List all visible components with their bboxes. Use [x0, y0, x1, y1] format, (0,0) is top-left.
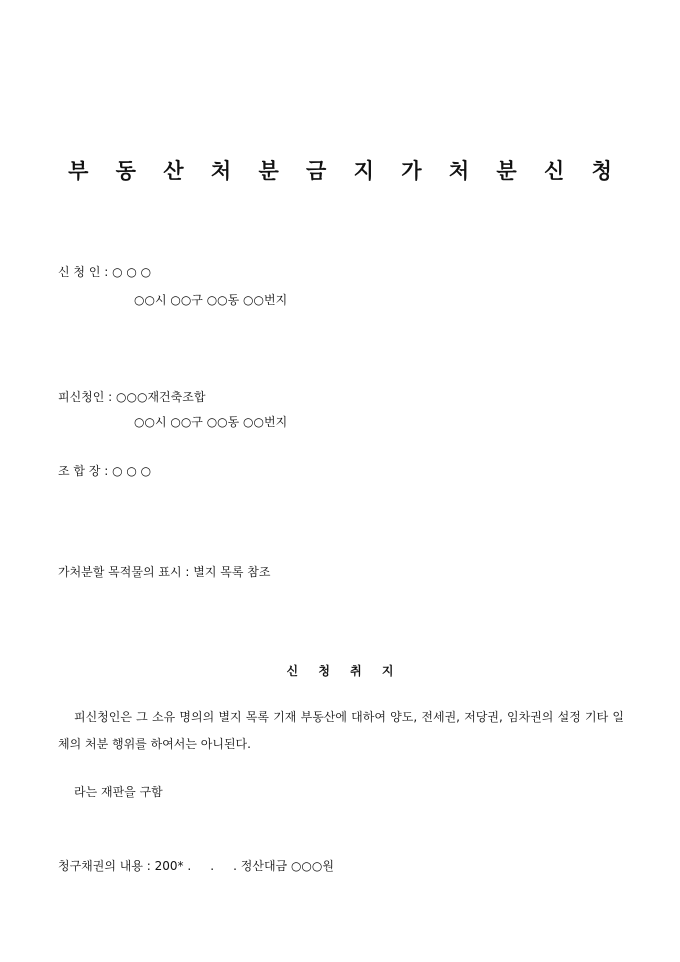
claim-label: 청구채권의 내용 : [58, 859, 155, 873]
applicant-address: ○○시 ○○구 ○○동 ○○번지 [134, 293, 288, 307]
applicant-name: ○ ○ ○ [112, 265, 152, 279]
claim-value: 200* . . . 정산대금 ○○○원 [154, 859, 334, 873]
applicant-line [58, 264, 151, 280]
purpose-closing: 라는 재판을 구함 [74, 785, 163, 799]
applicant-label: 신 청 인 : [58, 265, 113, 279]
respondent-line [58, 389, 205, 405]
purpose-paragraph: 피신청인은 그 소유 명의의 별지 목록 기재 부동산에 대하여 양도, 전세권, 저당권, 임차권의 설정 기타 일체의 처분 행위를 하여서는 아니된다. [58, 710, 624, 751]
document-title: 부 동 산 처 분 금 지 가 처 분 신 청 [68, 158, 622, 183]
object-value: 별지 목록 참조 [193, 565, 271, 579]
respondent-label: 피신청인 : [58, 390, 117, 404]
object-line [58, 564, 270, 580]
respondent-address: ○○시 ○○구 ○○동 ○○번지 [134, 415, 288, 429]
chairman-label: 조 합 장 : [58, 464, 113, 478]
chairman-name: ○ ○ ○ [112, 464, 152, 478]
chairman-line [58, 463, 151, 479]
purpose-heading: 신 청 취 지 [286, 664, 402, 678]
respondent-name: ○○○재건축조합 [116, 390, 206, 404]
claim-line [58, 858, 334, 874]
object-label: 가처분할 목적물의 표시 : [58, 565, 194, 579]
